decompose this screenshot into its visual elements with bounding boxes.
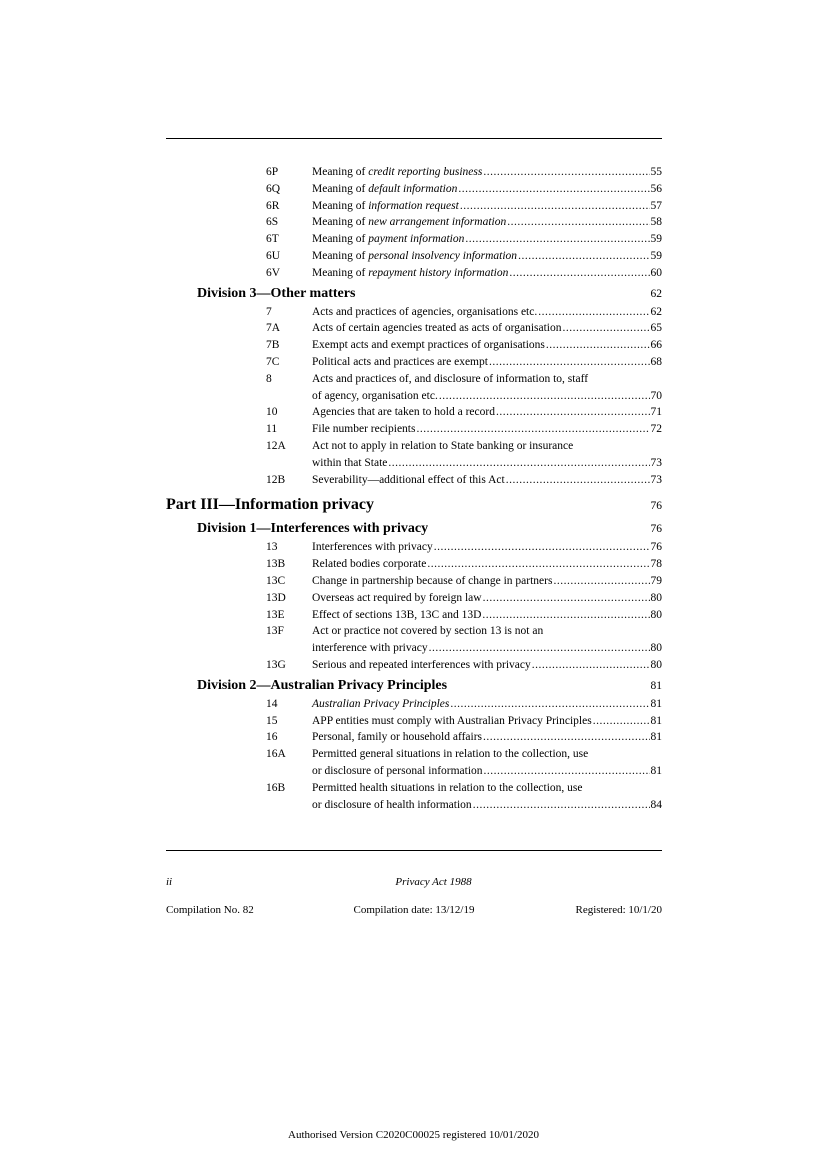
- section-number: 13F: [266, 625, 284, 638]
- dot-leader: [489, 354, 650, 371]
- section-body: [312, 623, 662, 657]
- section-title: [312, 181, 457, 198]
- dot-leader: [507, 214, 649, 231]
- section-leader-line: [312, 214, 662, 231]
- section-title: [312, 248, 517, 265]
- dot-leader: [593, 713, 650, 730]
- dot-leader: [509, 265, 649, 282]
- section-page: 72: [650, 423, 662, 436]
- authorised-version-watermark: Authorised Version C2020C00025 registered 10/01/2020: [288, 1129, 539, 1141]
- section-page: 79: [650, 574, 662, 587]
- section-leader-line: [312, 198, 662, 215]
- footer-rule: [166, 850, 662, 851]
- title-prefix: Meaning of: [312, 249, 369, 262]
- section-title: within that State: [312, 456, 388, 469]
- section-title: [312, 231, 464, 248]
- toc-entry[interactable]: [166, 573, 662, 590]
- section-title: [312, 164, 482, 181]
- section-number: 12B: [266, 473, 286, 486]
- title-prefix: Meaning of: [312, 266, 369, 279]
- section-leader-line: [312, 265, 662, 282]
- section-page: 80: [650, 658, 662, 671]
- section-page: 66: [650, 339, 662, 352]
- section-body: [312, 198, 662, 215]
- section-number: 15: [266, 714, 278, 727]
- dot-leader: [439, 388, 650, 405]
- section-leader-line: [312, 797, 662, 814]
- dot-leader: [518, 248, 649, 265]
- dot-leader: [388, 455, 649, 472]
- section-leader-line: [312, 354, 662, 371]
- section-title: Serious and repeated interferences with privacy: [312, 658, 531, 671]
- part-3-division-2-page: 81: [650, 679, 662, 692]
- section-leader-line: [312, 640, 662, 657]
- section-number: 6Q: [266, 182, 281, 195]
- section-body: [312, 590, 662, 607]
- section-leader-line: [312, 388, 662, 405]
- dot-leader: [532, 657, 650, 674]
- title-prefix: Meaning of: [312, 166, 369, 178]
- dot-leader: [563, 320, 650, 337]
- section-page: 71: [650, 406, 662, 419]
- dot-leader: [483, 164, 649, 181]
- defined-term: payment information: [368, 233, 465, 246]
- part-3-division-2-heading: [166, 676, 662, 696]
- division-2-continued-entries: [166, 164, 662, 282]
- section-title: interference with privacy: [312, 642, 428, 655]
- section-body: [312, 248, 662, 265]
- section-title: Agencies that are taken to hold a record: [312, 406, 495, 419]
- section-number: 13G: [266, 658, 286, 671]
- section-title: Exempt acts and exempt practices of organisations: [312, 339, 545, 352]
- section-number: 10: [266, 406, 278, 419]
- toc-entry[interactable]: [166, 623, 662, 657]
- footer-page-label: ii: [166, 876, 173, 888]
- part-3-division-2-entries: [166, 713, 662, 814]
- section-body: [312, 371, 662, 405]
- toc-entry[interactable]: [166, 472, 662, 489]
- toc-entry[interactable]: [166, 198, 662, 215]
- toc-entry[interactable]: [166, 371, 662, 405]
- section-number: 13C: [266, 574, 286, 587]
- part-3-division-1-entries: [166, 539, 662, 673]
- section-body: [312, 181, 662, 198]
- toc-entry[interactable]: [166, 354, 662, 371]
- section-leader-line: [312, 729, 662, 746]
- toc-entry[interactable]: [166, 181, 662, 198]
- division-3-page: 62: [650, 287, 662, 300]
- header-rule: [166, 138, 662, 139]
- division-3-heading: [166, 284, 662, 304]
- section-page: 68: [650, 355, 662, 368]
- title-prefix: Meaning of: [312, 233, 369, 246]
- section-leader-line: [312, 556, 662, 573]
- section-body: [312, 337, 662, 354]
- section-body: [312, 231, 662, 248]
- section-title: Severability—additional effect of this Act: [312, 473, 505, 486]
- footer-registered: Registered: 10/1/20: [575, 904, 662, 916]
- section-body: [312, 780, 662, 814]
- footer-compilation-date: Compilation date: 13/12/19: [353, 904, 475, 916]
- section-page: 81: [650, 731, 662, 744]
- section-number: 13B: [266, 558, 286, 571]
- section-title: Overseas act required by foreign law: [312, 591, 482, 604]
- section-title: Effect of sections 13B, 13C and 13D: [312, 608, 482, 621]
- section-body: [312, 404, 662, 421]
- section-page: 57: [650, 199, 662, 212]
- section-number: 6P: [266, 166, 279, 178]
- division-3-title: Division 3—Other matters: [197, 285, 356, 301]
- dot-leader: [458, 181, 649, 198]
- section-page: 81: [650, 714, 662, 727]
- toc-entry[interactable]: [166, 696, 662, 713]
- toc-entry[interactable]: [166, 231, 662, 248]
- section-title-line-1: Acts and practices of, and disclosure of information to, staff: [312, 372, 589, 385]
- defined-term: information request: [368, 199, 459, 212]
- dot-leader: [483, 729, 649, 746]
- section-body: [312, 438, 662, 472]
- section-number: 8: [266, 372, 272, 385]
- section-page: 58: [650, 216, 662, 229]
- section-page: 81: [650, 697, 662, 710]
- section-leader-line: [312, 231, 662, 248]
- section-body: [312, 607, 662, 624]
- dot-leader: [473, 797, 650, 814]
- defined-term: default information: [368, 182, 458, 195]
- section-page: 81: [650, 764, 662, 777]
- dot-leader: [538, 304, 649, 321]
- dot-leader: [546, 337, 650, 354]
- section-number: 6T: [266, 233, 279, 246]
- title-prefix: Meaning of: [312, 199, 369, 212]
- section-body: [312, 539, 662, 556]
- dot-leader: [450, 696, 649, 713]
- part-3-division-1-title: Division 1—Interferences with privacy: [197, 521, 429, 537]
- dot-leader: [496, 404, 650, 421]
- section-page: 73: [650, 473, 662, 486]
- section-number: 13: [266, 541, 278, 554]
- section-title: File number recipients: [312, 423, 416, 436]
- part-3-title: Part III—Information privacy: [166, 496, 374, 514]
- section-page: 59: [650, 233, 662, 246]
- section-body: [312, 354, 662, 371]
- dot-leader: [506, 472, 650, 489]
- section-title: Related bodies corporate: [312, 558, 427, 571]
- section-title: of agency, organisation etc.: [312, 389, 438, 402]
- dot-leader: [482, 607, 649, 624]
- section-number: 16B: [266, 781, 286, 794]
- section-title: Personal, family or household affairs: [312, 731, 483, 744]
- toc-entry[interactable]: [166, 337, 662, 354]
- section-body: [312, 746, 662, 780]
- section-number: 6U: [266, 249, 281, 262]
- dot-leader: [429, 640, 650, 657]
- section-page: 80: [650, 608, 662, 621]
- section-page: 60: [650, 266, 662, 279]
- section-body: [312, 304, 662, 321]
- toc-entry[interactable]: [166, 265, 662, 282]
- toc-entry[interactable]: [166, 657, 662, 674]
- table-of-contents: [166, 164, 662, 813]
- part-3-heading: [166, 494, 662, 517]
- section-title: Acts and practices of agencies, organisations etc.: [312, 305, 538, 318]
- section-leader-line: [312, 539, 662, 556]
- title-prefix: Meaning of: [312, 216, 369, 229]
- section-body: [312, 214, 662, 231]
- section-body: [312, 657, 662, 674]
- section-title-line-1: Act or practice not covered by section 13 is not an: [312, 625, 544, 638]
- section-title: Acts of certain agencies treated as acts of organisation: [312, 322, 562, 335]
- section-title: [312, 198, 459, 215]
- section-page: 56: [650, 182, 662, 195]
- section-body: [312, 556, 662, 573]
- defined-term: repayment history information: [368, 266, 509, 279]
- section-body: [312, 421, 662, 438]
- section-title: Interferences with privacy: [312, 541, 433, 554]
- section-body: [312, 472, 662, 489]
- toc-entry[interactable]: [166, 556, 662, 573]
- part-3-division-1-heading: [166, 519, 662, 539]
- section-body: [312, 320, 662, 337]
- section-page: 65: [650, 322, 662, 335]
- section-page: 73: [650, 456, 662, 469]
- section-number: 7B: [266, 339, 280, 352]
- section-leader-line: [312, 421, 662, 438]
- section-title: [312, 214, 506, 231]
- toc-entry[interactable]: [166, 320, 662, 337]
- section-body: [312, 713, 662, 730]
- section-number: 6V: [266, 266, 281, 279]
- section-number: 12A: [266, 439, 286, 452]
- toc-entry[interactable]: [166, 780, 662, 814]
- section-page: 80: [650, 591, 662, 604]
- section-leader-line: [312, 164, 662, 181]
- section-page: 55: [650, 166, 662, 178]
- section-leader-line: [312, 472, 662, 489]
- dot-leader: [460, 198, 650, 215]
- defined-term: new arrangement information: [368, 216, 507, 229]
- section-page: 80: [650, 642, 662, 655]
- section-number: 7: [266, 305, 272, 318]
- section-title: Change in partnership because of change in partners: [312, 574, 553, 587]
- section-page: 59: [650, 249, 662, 262]
- defined-term: personal insolvency information: [368, 249, 518, 262]
- section-number: 16: [266, 731, 278, 744]
- dot-leader: [465, 231, 649, 248]
- section-leader-line: [312, 304, 662, 321]
- section-leader-line: [312, 657, 662, 674]
- section-number: 11: [266, 423, 278, 436]
- toc-entry[interactable]: [166, 404, 662, 421]
- section-page: 78: [650, 558, 662, 571]
- toc-entry[interactable]: [166, 438, 662, 472]
- section-title: APP entities must comply with Australian Privacy Principles: [312, 714, 592, 727]
- section-body: [312, 265, 662, 282]
- section-body: [312, 729, 662, 746]
- toc-entry[interactable]: [166, 590, 662, 607]
- section-title: or disclosure of personal information: [312, 764, 483, 777]
- section-title-line-1: Permitted health situations in relation to the collection, use: [312, 781, 583, 794]
- dot-leader: [553, 573, 649, 590]
- section-leader-line: [312, 573, 662, 590]
- dot-leader: [434, 539, 650, 556]
- part-3-page: 76: [650, 500, 662, 513]
- section-leader-line: [312, 320, 662, 337]
- section-title: or disclosure of health information: [312, 798, 472, 811]
- toc-entry[interactable]: [166, 746, 662, 780]
- section-number: 7A: [266, 322, 281, 335]
- section-number: 6R: [266, 199, 280, 212]
- section-leader-line: [312, 404, 662, 421]
- section-number: 13E: [266, 608, 285, 621]
- section-number: 14: [266, 697, 278, 710]
- section-page: 70: [650, 389, 662, 402]
- section-leader-line: [312, 590, 662, 607]
- dot-leader: [416, 421, 649, 438]
- toc-entry[interactable]: [166, 214, 662, 231]
- dot-leader: [427, 556, 649, 573]
- title-prefix: Meaning of: [312, 182, 369, 195]
- toc-entry[interactable]: [166, 607, 662, 624]
- toc-entry[interactable]: [166, 539, 662, 556]
- division-3-entries: [166, 304, 662, 489]
- section-number: 6S: [266, 216, 279, 229]
- section-title: [312, 265, 508, 282]
- defined-term: credit reporting business: [368, 166, 483, 178]
- section-page: 84: [650, 798, 662, 811]
- section-leader-line: [312, 607, 662, 624]
- footer-act-title: Privacy Act 1988: [395, 876, 472, 888]
- toc-entry[interactable]: [166, 713, 662, 730]
- section-leader-line: [312, 337, 662, 354]
- section-leader-line: [312, 713, 662, 730]
- section-leader-line: [312, 455, 662, 472]
- section-number: 16A: [266, 748, 286, 761]
- part-3-division-1-page: 76: [650, 523, 662, 536]
- dot-leader: [484, 763, 650, 780]
- section-title-line-1: Act not to apply in relation to State banking or insurance: [312, 439, 574, 452]
- toc-entry[interactable]: [166, 421, 662, 438]
- toc-entry[interactable]: [166, 164, 662, 181]
- section-number: 7C: [266, 355, 280, 368]
- dot-leader: [483, 590, 650, 607]
- section-leader-line: [312, 181, 662, 198]
- section-leader-line: [312, 763, 662, 780]
- section-title-line-1: Permitted general situations in relation to the collection, use: [312, 748, 589, 761]
- section-page: 62: [650, 305, 662, 318]
- section-leader-line: [312, 248, 662, 265]
- toc-entry[interactable]: [166, 248, 662, 265]
- section-number: 13D: [266, 591, 286, 604]
- toc-entry[interactable]: [166, 729, 662, 746]
- part-3-division-2-title: Division 2—Australian Privacy Principles: [197, 677, 448, 693]
- section-body: [312, 164, 662, 181]
- toc-entry[interactable]: [166, 304, 662, 321]
- section-body: [312, 573, 662, 590]
- footer-compilation-no: Compilation No. 82: [166, 904, 254, 916]
- section-title: Australian Privacy Principles: [312, 697, 450, 710]
- section-page: 76: [650, 541, 662, 554]
- section-title: Political acts and practices are exempt: [312, 355, 488, 368]
